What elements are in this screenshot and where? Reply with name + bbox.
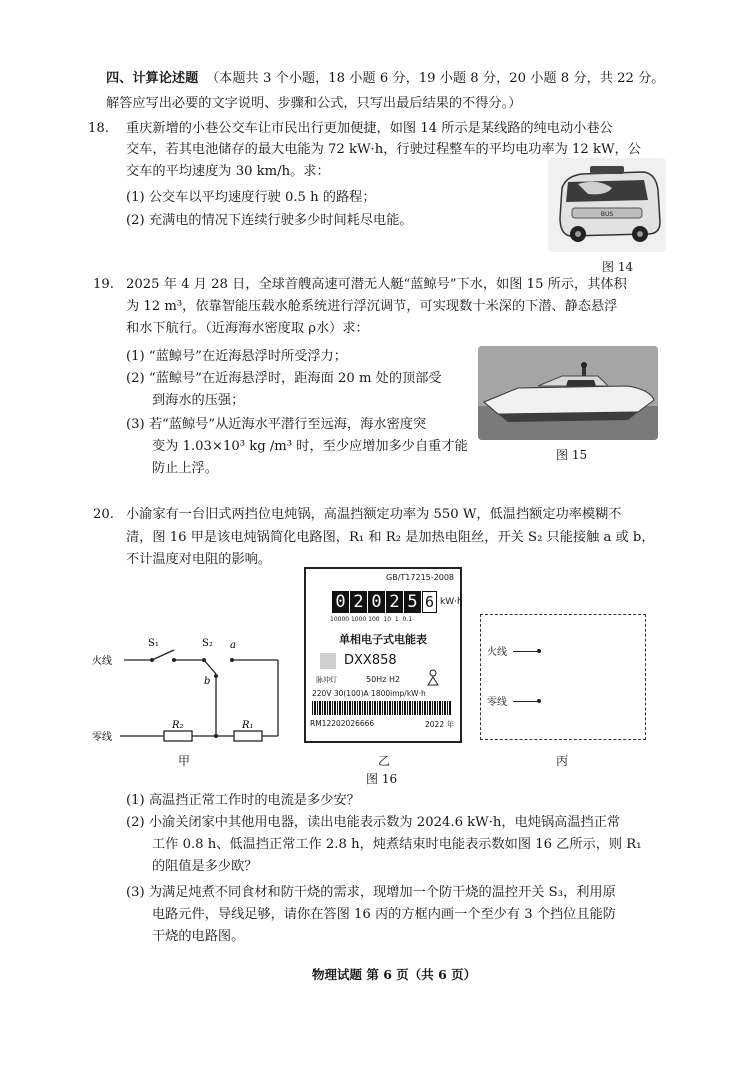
q18-stem-line-2: 交车，若其电池储存的最大电能为 72 kW·h，行驶过程整车的平均电功率为 12 kW，公	[126, 142, 641, 157]
q20-sub-1: (1) 高温挡正常工作时的电流是多少安？	[126, 793, 360, 808]
q19-sub-1: (1) “蓝鲸号”在近海悬浮时所受浮力；	[126, 349, 347, 364]
q20-stem-line-1: 小渝家有一台旧式两挡位电炖锅，高温挡额定功率为 550 W，低温挡额定功率模糊不	[126, 507, 622, 522]
meter-scale: 10000 1000 100 10 1 0.1	[330, 616, 413, 623]
meter-display	[332, 591, 463, 613]
meter-symbol-icon	[426, 669, 440, 687]
meter-standard: GB/T17215-2008	[386, 573, 454, 582]
answer-box-neutral-wire	[513, 701, 537, 702]
fig16-yi-label: 乙	[378, 754, 391, 768]
meter-year: 2022 年	[425, 720, 454, 729]
minibus-photo	[548, 158, 666, 252]
meter-barcode	[312, 701, 452, 715]
circuit-s2-label: S₂	[202, 638, 213, 649]
meter-digit: 0	[368, 591, 385, 613]
circuit-diagram	[90, 630, 290, 750]
meter-unit: kW·h	[440, 597, 463, 607]
fig16-bing-label: 丙	[556, 754, 569, 768]
q20-number: 20.	[93, 507, 114, 522]
meter-serial: RM12202026666	[310, 719, 375, 728]
meter-frequency: 50Hz H2	[366, 675, 401, 684]
q20-stem-line-3: 不计温度对电阻的影响。	[126, 552, 272, 567]
fig16-caption: 图 16	[366, 772, 398, 786]
meter-digit: 2	[386, 591, 403, 613]
meter-decimal-digit: 6	[422, 591, 437, 613]
boat-photo	[478, 346, 658, 440]
answer-box-live-label: 火线	[487, 647, 507, 658]
meter-title: 单相电子式电能表	[339, 633, 427, 646]
q18-number: 18.	[88, 121, 109, 136]
q19-number: 19.	[93, 277, 114, 292]
q20-sub-2c: 的阻值是多少欧？	[152, 859, 258, 874]
circuit-r2-label: R₂	[172, 720, 184, 731]
q19-sub-2a: (2) “蓝鲸号”在近海悬浮时，距海面 20 m 处的顶部受	[126, 371, 442, 386]
q20-sub-2b: 工作 0.8 h、低温挡正常工作 2.8 h，炖煮结束时电能表示数如图 16 乙所示，则 R₁	[152, 837, 642, 852]
q19-stem-line-2: 为 12 m³，依靠智能压载水舱系统进行浮沉调节，可实现数十米深的下潜、静态悬浮	[126, 299, 618, 314]
meter-digit: 0	[332, 591, 349, 613]
circuit-neutral-label: 零线	[92, 732, 112, 743]
answer-box-neutral-terminal	[537, 699, 541, 703]
q20-sub-3a: (3) 为满足炖煮不同食材和防干烧的需求，现增加一个防干烧的温控开关 S₃，利用原	[126, 885, 616, 900]
q20-sub-3b: 电路元件，导线足够，请你在答图 16 丙的方框内画一个至少有 3 个挡位且能防	[152, 907, 616, 922]
energy-meter	[304, 567, 462, 743]
section-rules-2: 解答应写出必要的文字说明、步骤和公式，只写出最后结果的不得分。）	[106, 96, 522, 111]
q18-sub-2: (2) 充满电的情况下连续行驶多少时间耗尽电能。	[126, 213, 413, 228]
meter-model: DXX858	[344, 653, 397, 668]
circuit-live-label: 火线	[92, 656, 112, 667]
q19-sub-3b: 变为 1.03×10³ kg /m³ 时，至少应增加多少自重才能	[152, 439, 468, 454]
circuit-a-label: a	[230, 640, 236, 651]
q19-sub-3a: (3) 若“蓝鲸号”从近海水平潜行至远海，海水密度突	[126, 417, 427, 432]
fig15-caption: 图 15	[556, 448, 588, 462]
svg-text:BUS: BUS	[600, 211, 614, 218]
answer-box-live-wire	[513, 651, 537, 652]
q20-stem-line-2: 清，图 16 甲是该电炖锅简化电路图，R₁ 和 R₂ 是加热电阻丝，开关 S₂ 只能接触 a 或 b，	[126, 530, 655, 545]
circuit-s1-label: S₁	[148, 638, 159, 649]
q18-sub-1: (1) 公交车以平均速度行驶 0.5 h 的路程；	[126, 190, 376, 205]
circuit-b-label: b	[204, 676, 211, 687]
q19-stem-line-1: 2025 年 4 月 28 日，全球首艘高速可潜无人艇“蓝鲸号”下水，如图 15 所示，其体积	[126, 277, 627, 292]
circuit-r1-label: R₁	[242, 720, 254, 731]
page-footer: 物理试题 第 6 页（共 6 页）	[312, 967, 477, 982]
q19-sub-2b: 到海水的压强；	[152, 393, 245, 408]
section-title: 四、计算论述题	[106, 71, 199, 86]
q20-sub-2a: (2) 小渝关闭家中其他用电器，读出电能表示数为 2024.6 kW·h，电炖锅高温挡正常	[126, 815, 621, 830]
meter-digit: 2	[350, 591, 367, 613]
section-rules: （本题共 3 个小题，18 小题 6 分，19 小题 8 分，20 小题 8 分，共 22 分。	[206, 71, 665, 86]
fig16-jia-label: 甲	[178, 754, 191, 768]
q18-stem-line-1: 重庆新增的小巷公交车让市民出行更加便捷，如图 14 所示是某线路的纯电动小巷公	[126, 121, 613, 136]
meter-indicator-label: 脉冲灯	[316, 676, 337, 684]
answer-box-neutral-label: 零线	[487, 697, 507, 708]
meter-digit: 5	[404, 591, 421, 613]
answer-box-live-terminal	[537, 649, 541, 653]
answer-box[interactable]	[480, 614, 646, 740]
meter-indicator-light	[320, 653, 336, 669]
fig14-caption: 图 14	[602, 260, 634, 274]
q20-sub-3c: 干烧的电路图。	[152, 929, 245, 944]
q19-stem-line-3: 和水下航行。（近海海水密度取 ρ水）求：	[126, 321, 369, 336]
q19-sub-3c: 防止上浮。	[152, 461, 218, 476]
meter-spec: 220V 30(100)A 1800imp/kW·h	[312, 689, 426, 698]
q18-stem-line-3: 交车的平均速度为 30 km/h。求：	[126, 164, 330, 179]
